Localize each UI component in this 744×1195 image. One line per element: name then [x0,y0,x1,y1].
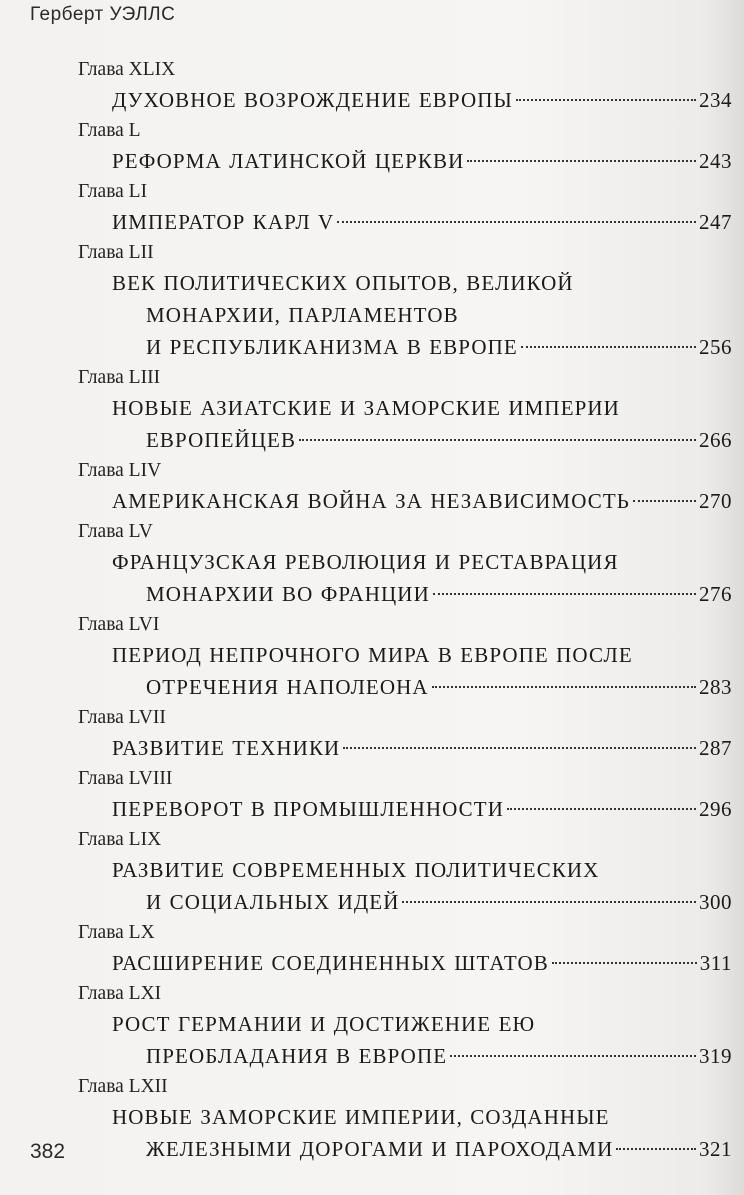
toc-page-number: 287 [699,736,732,760]
toc-entry [78,703,732,764]
toc-entry [78,918,732,979]
toc-entry [78,517,732,610]
chapter-label: Глава LVI [78,614,160,635]
dot-leader [432,686,696,688]
toc-entry [78,825,732,918]
dot-leader [433,593,696,595]
chapter-label: Глава L [78,120,141,141]
dot-leader [467,160,696,162]
toc-page-number: 247 [699,210,732,234]
chapter-label: Глава LIV [78,460,162,481]
toc-page-number: 266 [699,428,732,452]
dot-leader [616,1148,696,1150]
toc-page-number: 256 [699,335,732,359]
chapter-title-text: И РЕСПУБЛИКАНИЗМА В ЕВРОПЕ [146,335,518,359]
toc-entry [78,116,732,177]
toc-page-number: 243 [699,149,732,173]
chapter-title-line: ФРАНЦУЗСКАЯ РЕВОЛЮЦИЯ И РЕСТАВРАЦИЯ [112,550,619,574]
toc-entry [78,610,732,703]
chapter-title-text: РАСШИРЕНИЕ СОЕДИНЕННЫХ ШТАТОВ [112,951,549,975]
chapter-label: Глава LX [78,922,155,943]
chapter-title-line [78,206,732,238]
chapter-title-line: ВЕК ПОЛИТИЧЕСКИХ ОПЫТОВ, ВЕЛИКОЙ [112,271,574,295]
chapter-label: Глава LXII [78,1076,168,1097]
dot-leader [552,962,697,964]
chapter-title-line [78,732,732,764]
dot-leader [516,99,696,101]
chapter-title-text: РЕФОРМА ЛАТИНСКОЙ ЦЕРКВИ [112,149,465,173]
chapter-title-line: ПЕРИОД НЕПРОЧНОГО МИРА В ЕВРОПЕ ПОСЛЕ [112,643,633,667]
chapter-title-text: ПЕРЕВОРОТ В ПРОМЫШЛЕННОСТИ [112,797,504,821]
chapter-title-line [78,331,732,363]
dot-leader [299,439,696,441]
chapter-title-line: РОСТ ГЕРМАНИИ И ДОСТИЖЕНИЕ ЕЮ [112,1012,536,1036]
chapter-title-line [78,1133,732,1165]
toc-entry [78,177,732,238]
chapter-title-text: ЖЕЛЕЗНЫМИ ДОРОГАМИ И ПАРОХОДАМИ [146,1137,614,1161]
chapter-title-text: ИМПЕРАТОР КАРЛ V [112,210,335,234]
dot-leader [343,747,696,749]
toc-entry [78,1072,732,1165]
chapter-title-text: ДУХОВНОЕ ВОЗРОЖДЕНИЕ ЕВРОПЫ [112,88,513,112]
table-of-contents [78,55,732,1165]
chapter-label: Глава LV [78,521,153,542]
chapter-label: Глава XLIX [78,59,176,80]
toc-page-number: 296 [699,797,732,821]
chapter-title-text: АМЕРИКАНСКАЯ ВОЙНА ЗА НЕЗАВИСИМОСТЬ [112,489,630,513]
dot-leader [633,500,696,502]
toc-page-number: 270 [699,489,732,513]
chapter-title-line [78,671,732,703]
toc-entry [78,764,732,825]
dot-leader [521,346,696,348]
chapter-label: Глава LIX [78,829,162,850]
chapter-title-line: МОНАРХИИ, ПАРЛАМЕНТОВ [146,303,459,327]
toc-entry [78,55,732,116]
toc-entry [78,238,732,363]
chapter-title-text: МОНАРХИИ ВО ФРАНЦИИ [146,582,430,606]
chapter-label: Глава LXI [78,983,162,1004]
toc-entry [78,363,732,456]
chapter-label: Глава LVIII [78,768,173,789]
chapter-title-line [78,793,732,825]
chapter-title-text: РАЗВИТИЕ ТЕХНИКИ [112,736,341,760]
chapter-title-line [78,485,732,517]
toc-page-number: 311 [699,951,732,975]
chapter-title-text: ПРЕОБЛАДАНИЯ В ЕВРОПЕ [146,1044,448,1068]
chapter-title-line [78,947,732,979]
toc-page-number: 283 [699,675,732,699]
page-number: 382 [30,1140,66,1163]
chapter-title-text: ОТРЕЧЕНИЯ НАПОЛЕОНА [146,675,429,699]
chapter-title-line [78,886,732,918]
chapter-title-line [78,1040,732,1072]
chapter-title-line: РАЗВИТИЕ СОВРЕМЕННЫХ ПОЛИТИЧЕСКИХ [112,858,600,882]
toc-page-number: 321 [699,1137,732,1161]
chapter-title-line [78,424,732,456]
chapter-label: Глава LII [78,242,154,263]
chapter-title-text: И СОЦИАЛЬНЫХ ИДЕЙ [146,890,400,914]
chapter-title-line: НОВЫЕ ЗАМОРСКИЕ ИМПЕРИИ, СОЗДАННЫЕ [112,1105,610,1129]
chapter-label: Глава LI [78,181,148,202]
chapter-title-line [78,578,732,610]
toc-entry [78,979,732,1072]
running-head: Герберт УЭЛЛС [30,4,176,25]
dot-leader [402,901,696,903]
toc-page-number: 234 [699,88,732,112]
toc-page-number: 300 [699,890,732,914]
dot-leader [507,808,696,810]
dot-leader [337,221,696,223]
chapter-title-line [78,145,732,177]
chapter-title-line [78,84,732,116]
toc-entry [78,456,732,517]
toc-page-number: 319 [699,1044,732,1068]
chapter-label: Глава LVII [78,707,166,728]
toc-page-number: 276 [699,582,732,606]
chapter-label: Глава LIII [78,367,161,388]
dot-leader [450,1055,696,1057]
chapter-title-line: НОВЫЕ АЗИАТСКИЕ И ЗАМОРСКИЕ ИМПЕРИИ [112,396,620,420]
chapter-title-text: ЕВРОПЕЙЦЕВ [146,428,297,452]
